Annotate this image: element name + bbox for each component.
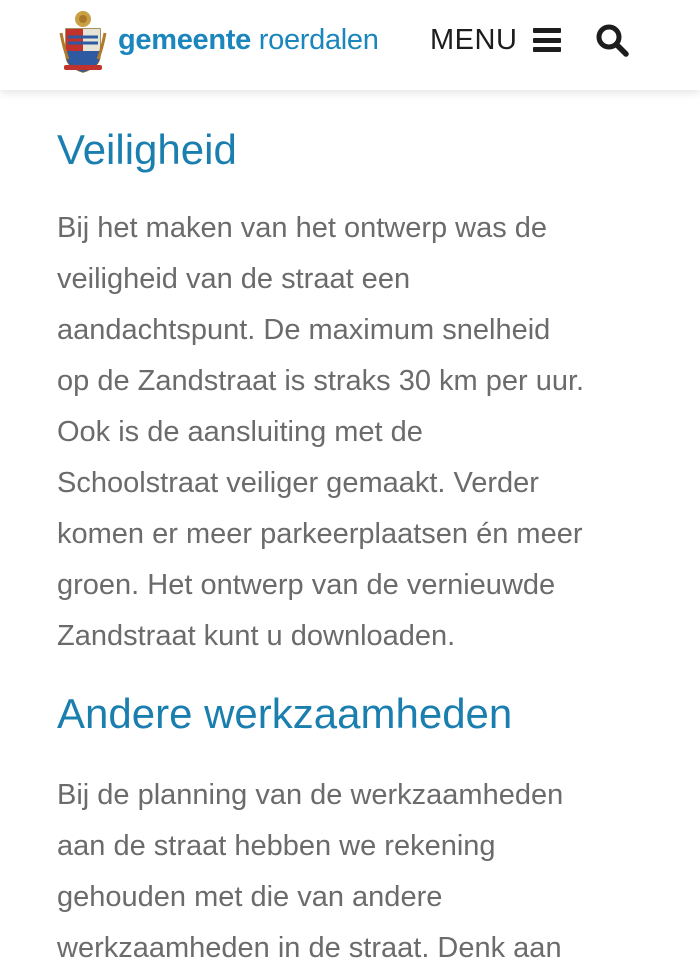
brand-name-bold: gemeente [118, 23, 251, 56]
brand-name [118, 24, 379, 61]
text-line: Ook is de aansluiting met de [57, 416, 423, 448]
text-line: komen er meer parkeerplaatsen én meer [57, 518, 583, 550]
text-line: gehouden met die van andere [57, 881, 443, 913]
section-heading-andere-werkzaamheden: Andere werkzaamheden [57, 690, 513, 737]
text-line: groen. Het ontwerp van de vernieuwde [57, 569, 556, 601]
text-line: aan de straat hebben we rekening [57, 830, 496, 862]
section-body-veiligheid [57, 203, 657, 662]
site-header [0, 0, 700, 90]
search-icon[interactable] [594, 22, 630, 58]
text-line: veiligheid van de straat een [57, 263, 411, 295]
text-line: Bij de planning van de werkzaamheden [57, 779, 564, 811]
text-line: Schoolstraat veiliger gemaakt. Verder [57, 467, 539, 499]
brand-name-light: roerdalen [258, 23, 379, 56]
text-line: Zandstraat kunt u downloaden. [57, 620, 456, 652]
menu-label: MENU [430, 23, 518, 56]
text-line: op de Zandstraat is straks 30 km per uur. [57, 365, 585, 397]
menu-button[interactable] [430, 20, 561, 60]
site-logo[interactable] [58, 6, 379, 78]
text-line: werkzaamheden in de straat. Denk aan [57, 932, 562, 964]
text-line: aandachtspunt. De maximum snelheid [57, 314, 551, 346]
section-heading-veiligheid: Veiligheid [57, 126, 237, 173]
municipality-crest-icon [58, 9, 108, 75]
section-body-andere-werkzaamheden [57, 770, 657, 974]
text-line: Bij het maken van het ontwerp was de [57, 212, 548, 244]
hamburger-icon [533, 28, 561, 52]
